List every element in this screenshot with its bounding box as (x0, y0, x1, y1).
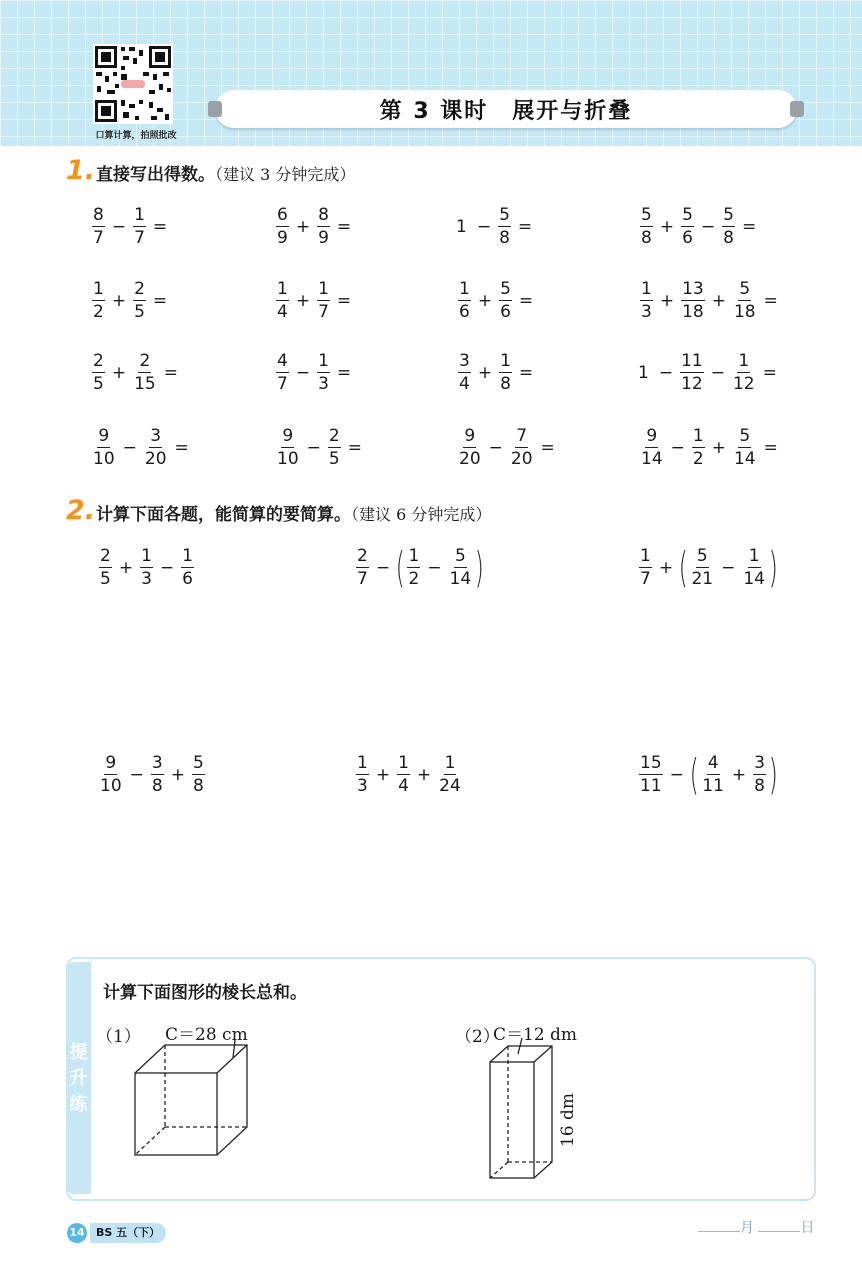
numerator: 13 (682, 279, 704, 299)
fraction (690, 545, 714, 590)
q2-instruction (96, 500, 491, 525)
numerator: 9 (464, 426, 476, 446)
numerator: 2 (357, 546, 368, 566)
denominator: 7 (93, 228, 104, 248)
numerator: 1 (93, 279, 104, 299)
numerator: 9 (105, 753, 117, 773)
denominator: 15 (134, 374, 156, 394)
paren-left: ( (678, 542, 688, 592)
fraction (181, 545, 194, 590)
fraction (692, 425, 705, 470)
numerator: 8 (93, 205, 104, 225)
q1-instruction (96, 160, 355, 185)
extension-title: 计算下面图形的棱长总和。 (103, 983, 307, 1003)
book-label: BS 五（下） (90, 1223, 166, 1243)
numerator: 1 (459, 279, 470, 299)
denominator: 2 (408, 569, 420, 589)
operator: + (477, 362, 493, 383)
paren-right: ) (768, 749, 778, 799)
fraction (133, 204, 146, 249)
numerator: 3 (459, 351, 470, 371)
equals-sign: = (518, 290, 534, 311)
equals-sign: = (174, 437, 189, 458)
paren-left: ( (395, 542, 405, 592)
operator: − (721, 557, 736, 578)
operator: + (170, 764, 185, 785)
denominator: 11 (702, 776, 724, 796)
operator: − (669, 764, 684, 785)
fraction (397, 752, 410, 797)
denominator: 10 (93, 449, 115, 469)
expression (638, 204, 761, 249)
fraction (722, 204, 735, 249)
q2-number: 2. (66, 495, 96, 526)
numerator: 1 (738, 351, 750, 371)
operator: + (295, 216, 311, 237)
expression (638, 425, 783, 470)
numerator: 5 (739, 279, 751, 299)
numerator: 6 (277, 205, 288, 225)
denominator: 20 (459, 449, 481, 469)
numerator: 1 (318, 351, 329, 371)
side-char-1: 提 (69, 1042, 88, 1063)
fraction (510, 425, 534, 470)
expression (90, 425, 194, 470)
operator: + (659, 290, 675, 311)
month-blank[interactable] (698, 1219, 740, 1232)
equals-sign: = (163, 362, 178, 383)
prism-figure (482, 1038, 562, 1183)
fraction (680, 350, 704, 395)
numerator: 1 (141, 546, 152, 566)
operator: + (295, 290, 311, 311)
numerator: 1 (408, 546, 420, 566)
q1-text: 直接写出得数。 (96, 165, 215, 185)
equals-sign: = (762, 362, 777, 383)
fraction (133, 278, 146, 323)
figure1-circumference: C＝28 cm (165, 1025, 248, 1045)
denominator: 9 (318, 228, 329, 248)
denominator: 20 (510, 449, 533, 469)
denominator: 5 (93, 374, 104, 394)
title-tab-left (208, 101, 222, 117)
figure1-label: （1） (96, 1027, 141, 1047)
operator: + (711, 290, 726, 311)
denominator: 2 (93, 302, 104, 322)
numerator: 1 (640, 546, 651, 566)
denominator: 6 (182, 569, 193, 589)
fraction (449, 545, 473, 590)
denominator: 24 (439, 776, 461, 796)
fraction (733, 278, 757, 323)
numerator: 2 (134, 279, 145, 299)
numerator: 5 (723, 205, 734, 225)
fraction (276, 350, 289, 395)
denominator: 3 (357, 776, 368, 796)
operator: − (476, 216, 492, 237)
denominator: 6 (682, 228, 693, 248)
numerator: 1 (444, 753, 456, 773)
operator: + (711, 437, 726, 458)
figure2-circumference: C＝12 dm (493, 1025, 578, 1045)
equals-sign: = (336, 290, 352, 311)
operator: + (416, 764, 432, 785)
numerator: 1 (318, 279, 329, 299)
qr-code-image (93, 44, 173, 124)
numerator: 15 (640, 753, 662, 773)
denominator: 7 (277, 374, 288, 394)
fraction (753, 752, 766, 797)
paren-right: ) (474, 542, 484, 592)
fraction (498, 204, 511, 249)
month-label: 月 (740, 1220, 754, 1236)
numerator: 1 (398, 753, 409, 773)
fraction (92, 350, 105, 395)
numerator: 2 (139, 351, 151, 371)
denominator: 12 (732, 374, 755, 394)
fraction (317, 204, 330, 249)
operator: − (488, 437, 503, 458)
expression (274, 425, 367, 470)
fraction (407, 545, 420, 590)
numerator: 5 (192, 753, 204, 773)
expression (456, 350, 538, 395)
fraction (276, 204, 289, 249)
expression (456, 425, 560, 470)
operator: − (375, 557, 391, 578)
numerator: 5 (696, 546, 708, 566)
numerator: 1 (500, 351, 511, 371)
numerator: 3 (754, 753, 765, 773)
fraction (317, 350, 330, 395)
numerator: 2 (328, 426, 340, 446)
fraction (499, 350, 512, 395)
denominator: 8 (723, 228, 734, 248)
lesson-title-bar (215, 90, 797, 128)
numerator: 9 (646, 426, 658, 446)
fraction (640, 278, 653, 323)
operator: + (731, 764, 747, 785)
denominator: 18 (682, 302, 704, 322)
denominator: 8 (499, 228, 510, 248)
q1-number: 1. (66, 155, 96, 186)
denominator: 18 (733, 302, 756, 322)
denominator: 4 (277, 302, 288, 322)
fraction (732, 350, 756, 395)
operator: − (710, 362, 725, 383)
denominator: 14 (733, 449, 756, 469)
integer: 1 (638, 362, 649, 383)
expression (637, 749, 778, 799)
fraction (151, 752, 164, 797)
equals-sign: = (763, 437, 778, 458)
denominator: 5 (100, 569, 111, 589)
equals-sign: = (336, 362, 352, 383)
numerator: 3 (151, 753, 163, 773)
denominator: 10 (277, 449, 299, 469)
equals-sign: = (517, 216, 533, 237)
day-label: 日 (800, 1220, 815, 1236)
expression (456, 278, 538, 323)
cube-figure (125, 1038, 265, 1163)
qr-code[interactable] (93, 44, 173, 124)
numerator: 1 (692, 426, 704, 446)
expression (354, 752, 464, 797)
numerator: 5 (454, 546, 466, 566)
denominator: 4 (459, 374, 470, 394)
denominator: 6 (500, 302, 511, 322)
fraction (639, 752, 663, 797)
fraction (742, 545, 766, 590)
fraction (681, 204, 694, 249)
denominator: 12 (681, 374, 703, 394)
denominator: 2 (692, 449, 704, 469)
expression (97, 752, 207, 797)
q1-hint: （建议 3 分钟完成） (215, 165, 356, 184)
title-tab-right (790, 101, 804, 117)
numerator: 2 (93, 351, 104, 371)
operator: − (129, 764, 144, 785)
operator: − (658, 362, 674, 383)
numerator: 1 (748, 546, 760, 566)
denominator: 14 (743, 569, 765, 589)
fraction (140, 545, 153, 590)
fraction (192, 752, 205, 797)
expression (354, 542, 485, 592)
denominator: 7 (318, 302, 329, 322)
numerator: 1 (182, 546, 193, 566)
operator: − (122, 437, 137, 458)
denominator: 8 (500, 374, 511, 394)
fraction (701, 752, 725, 797)
fraction (99, 752, 123, 797)
numerator: 5 (499, 205, 510, 225)
expression (456, 204, 537, 249)
denominator: 20 (144, 449, 167, 469)
numerator: 9 (282, 426, 294, 446)
extension-side-label (66, 1040, 91, 1118)
numerator: 11 (681, 351, 703, 371)
fraction (639, 545, 652, 590)
day-blank[interactable] (758, 1219, 800, 1232)
figure2-height: 16 dm (558, 1092, 578, 1148)
denominator: 11 (640, 776, 662, 796)
lesson-title: 第 3 课时 展开与折叠 (379, 98, 633, 124)
operator: − (295, 362, 311, 383)
numerator: 5 (682, 205, 693, 225)
fraction (499, 278, 512, 323)
fraction (317, 278, 330, 323)
page-number: 14 (67, 1223, 87, 1243)
operator: − (159, 557, 175, 578)
expression (90, 350, 183, 395)
denominator: 14 (449, 569, 472, 589)
numerator: 9 (98, 426, 110, 446)
equals-sign: = (152, 290, 168, 311)
expression (638, 278, 783, 323)
fraction (328, 425, 341, 470)
operator: − (111, 216, 127, 237)
operator: − (670, 437, 685, 458)
expression (274, 350, 356, 395)
fraction (681, 278, 705, 323)
operator: + (375, 764, 391, 785)
q2-text: 计算下面各题，能简算的要简算。 (96, 505, 351, 525)
numerator: 2 (100, 546, 111, 566)
equals-sign: = (152, 216, 168, 237)
operator: + (111, 362, 127, 383)
expression (97, 545, 196, 590)
expression (274, 204, 356, 249)
fraction (640, 204, 653, 249)
numerator: 7 (516, 426, 528, 446)
denominator: 10 (100, 776, 122, 796)
operator: + (111, 290, 127, 311)
operator: + (477, 290, 493, 311)
numerator: 8 (318, 205, 329, 225)
fraction (276, 425, 300, 470)
operator: − (700, 216, 716, 237)
denominator: 7 (134, 228, 145, 248)
q2-hint: （建议 6 分钟完成） (351, 505, 492, 524)
side-char-3: 练 (69, 1094, 88, 1115)
expression (638, 350, 782, 395)
equals-sign: = (741, 216, 757, 237)
fraction (92, 425, 116, 470)
denominator: 7 (640, 569, 651, 589)
equals-sign: = (540, 437, 555, 458)
expression (274, 278, 356, 323)
denominator: 6 (459, 302, 470, 322)
denominator: 9 (277, 228, 288, 248)
numerator: 4 (277, 351, 288, 371)
equals-sign: = (763, 290, 778, 311)
denominator: 3 (318, 374, 329, 394)
denominator: 8 (192, 776, 204, 796)
paren-left: ( (689, 749, 699, 799)
fraction (356, 752, 369, 797)
fraction (144, 425, 168, 470)
numerator: 4 (707, 753, 719, 773)
denominator: 8 (151, 776, 163, 796)
numerator: 1 (277, 279, 288, 299)
numerator: 1 (641, 279, 652, 299)
numerator: 3 (150, 426, 162, 446)
integer: 1 (456, 216, 467, 237)
denominator: 14 (641, 449, 663, 469)
equals-sign: = (518, 362, 534, 383)
denominator: 5 (134, 302, 145, 322)
fraction (458, 350, 471, 395)
fraction (438, 752, 462, 797)
operator: + (118, 557, 134, 578)
expression (90, 204, 172, 249)
fraction (640, 425, 664, 470)
fraction (356, 545, 369, 590)
qr-caption: 口算计算，拍照批改 (95, 131, 177, 141)
equals-sign: = (347, 437, 362, 458)
operator: − (427, 557, 442, 578)
denominator: 21 (691, 569, 714, 589)
fraction (276, 278, 289, 323)
side-char-2: 升 (69, 1068, 88, 1089)
denominator: 4 (398, 776, 409, 796)
fraction (458, 278, 471, 323)
numerator: 5 (641, 205, 652, 225)
denominator: 3 (141, 569, 152, 589)
equals-sign: = (336, 216, 352, 237)
denominator: 5 (328, 449, 340, 469)
expression (90, 278, 172, 323)
fraction (92, 278, 105, 323)
fraction (458, 425, 482, 470)
operator: − (306, 437, 321, 458)
paren-right: ) (768, 542, 778, 592)
expression (637, 542, 778, 592)
denominator: 8 (641, 228, 652, 248)
numerator: 5 (739, 426, 751, 446)
operator: + (658, 557, 674, 578)
fraction (99, 545, 112, 590)
figure2-label: （2） (455, 1027, 500, 1047)
operator: + (659, 216, 675, 237)
numerator: 5 (500, 279, 511, 299)
numerator: 1 (134, 205, 145, 225)
date-field (698, 1217, 814, 1237)
denominator: 3 (641, 302, 652, 322)
denominator: 8 (754, 776, 765, 796)
fraction (133, 350, 157, 395)
denominator: 7 (357, 569, 368, 589)
fraction (733, 425, 757, 470)
numerator: 1 (357, 753, 368, 773)
fraction (92, 204, 105, 249)
